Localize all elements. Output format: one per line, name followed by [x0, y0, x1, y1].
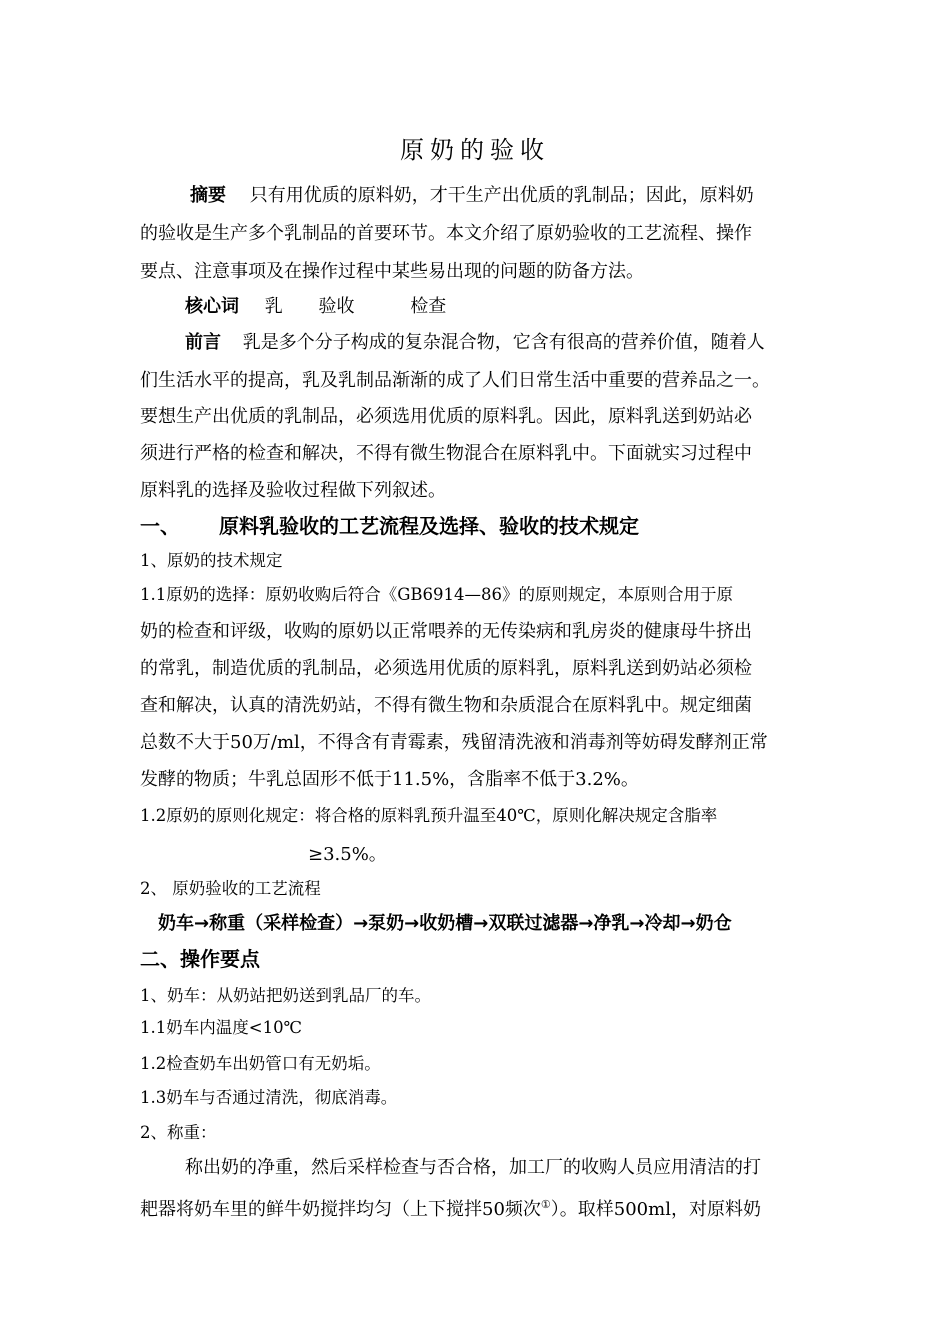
preface-text-1: 乳是多个分子构成的复杂混合物，它含有很高的营养价值，随着人	[242, 332, 765, 353]
keyword-3: 检查	[410, 296, 447, 317]
section-2-heading: 二、操作要点	[140, 947, 260, 971]
preface-label: 前言	[185, 332, 221, 353]
p11-line-5: 总数不大于50万/ml，不得含有青霉素，残留清洗液和消毒剂等妨碍发酵剂正常	[140, 732, 768, 753]
abstract-line-3: 要点、注意事项及在操作过程中某些易出现的问题的防备方法。	[140, 261, 644, 282]
keywords-line	[185, 295, 865, 319]
s2-para-text-a: 耙器将奶车里的鲜牛奶搅拌均匀（上下搅拌50频次	[140, 1199, 541, 1220]
keywords-label: 核心词	[185, 296, 239, 317]
p12-line-2: ≥3.5%。	[308, 844, 387, 865]
preface-line-1	[185, 331, 865, 355]
p11-line-3: 的常乳，制造优质的乳制品，必须选用优质的原料乳，原料乳送到奶站必须检	[140, 658, 752, 679]
abstract-line-1	[190, 184, 870, 208]
section-1-sub-1: 1、原奶的技术规定	[140, 551, 283, 570]
s2-para-text-b: ）。取样500ml，对原料奶	[550, 1199, 761, 1220]
p11-line-2: 奶的检查和评级，收购的原奶以正常喂养的无传染病和乳房炎的健康母牛挤出	[140, 621, 752, 642]
s2-para-line-2	[140, 1193, 820, 1222]
section-1-title: 原料乳验收的工艺流程及选择、验收的技术规定	[218, 514, 639, 538]
s2-line-1: 1、奶车：从奶站把奶送到乳品厂的车。	[140, 986, 431, 1005]
p11-line-6: 发酵的物质；牛乳总固形不低于11.5%，含脂率不低于3.2%。	[140, 769, 639, 790]
p11-line-4: 查和解决，认真的清洗奶站，不得有微生物和杂质混合在原料乳中。规定细菌	[140, 695, 752, 716]
keyword-1: 乳	[264, 296, 283, 317]
section-1-number: 一、	[140, 514, 180, 538]
s2-para-line-1: 称出奶的净重，然后采样检查与否合格，加工厂的收购人员应用清洁的打	[185, 1157, 761, 1178]
abstract-line-2: 的验收是生产多个乳制品的首要环节。本文介绍了原奶验收的工艺流程、操作	[140, 223, 752, 244]
keyword-2: 验收	[318, 296, 355, 317]
abstract-text-1: 只有用优质的原料奶，才干生产出优质的乳制品；因此，原料奶	[249, 185, 754, 206]
p11-line-1: 1.1原奶的选择：原奶收购后符合《GB6914—86》的原则规定，本原则合用于原	[140, 585, 734, 604]
preface-line-3: 要想生产出优质的乳制品，必须选用优质的原料乳。因此，原料乳送到奶站必	[140, 406, 752, 427]
s2-line-2: 1.1奶车内温度<10℃	[140, 1018, 303, 1037]
s2-line-5: 2、称重：	[140, 1123, 217, 1142]
section-1-heading	[140, 514, 820, 538]
document-title: 原奶的验收	[400, 136, 550, 164]
s2-line-3: 1.2检查奶车出奶管口有无奶垢。	[140, 1054, 381, 1073]
preface-line-5: 原料乳的选择及验收过程做下列叙述。	[140, 480, 446, 501]
preface-line-2: 们生活水平的提高，乳及乳制品渐渐的成了人们日常生活中重要的营养品之一。	[140, 370, 770, 391]
preface-line-4: 须进行严格的检查和解决，不得有微生物混合在原料乳中。下面就实习过程中	[140, 443, 752, 464]
footnote-marker: ①	[540, 1198, 551, 1211]
abstract-label: 摘要	[190, 185, 226, 206]
process-flow: 奶车→称重（采样检查）→泵奶→收奶槽→双联过滤器→净乳→冷却→奶仓	[158, 913, 732, 934]
section-1-sub-2: 2、 原奶验收的工艺流程	[140, 879, 321, 898]
s2-line-4: 1.3奶车与否通过清洗，彻底消毒。	[140, 1088, 398, 1107]
p12-line-1: 1.2原奶的原则化规定：将合格的原料乳预升温至40℃，原则化解决规定含脂率	[140, 806, 718, 825]
